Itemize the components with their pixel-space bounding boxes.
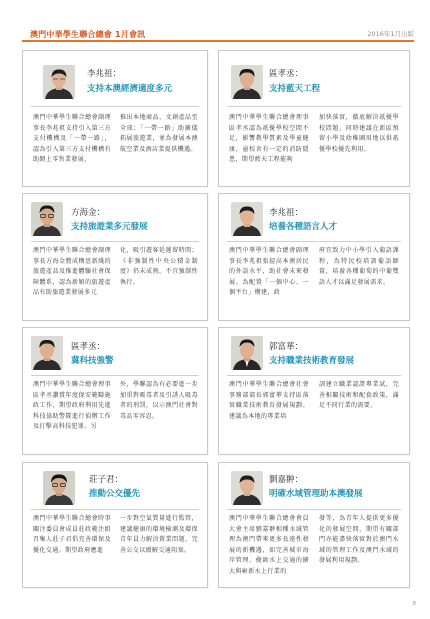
speaker-name: 李兆祖： (87, 69, 122, 79)
statement-text-left: 澳門中華學生聯合總會社會事務部部長郭富華支持區落實職業技術教育發展規劃。建議為本地的專業培 (229, 381, 309, 420)
portrait-photo (31, 336, 63, 370)
header-rule (22, 40, 414, 42)
statement-text-right: 推出本地商品、文創產品至全球；「一帶一路」助擴儀拓展旅遊業，並為發展本澳航空業及酒店業提供機遇。 (120, 114, 198, 153)
portrait-photo (31, 202, 63, 236)
statement-headline: 培養各種語言人才 (269, 222, 338, 232)
statement-text-left: 澳門中華學生聯合總會時事關注委員會成員莊政範注組召集人莊子君倡充善環保及優化交通。期望政府應進 (33, 515, 111, 554)
divider (31, 106, 199, 107)
portrait-photo (231, 202, 263, 236)
statement-card (218, 193, 410, 321)
statement-text-left: 澳門中華學生聯合總會會員大會主席劉嘉翀相種水域管理為澳門帶來更多長遠性發展的新機遇，如完善城市海岸管理、優級水上交通的擴大與嶄新水上行業的 (229, 515, 309, 575)
statement-text-right: 化，吸引遊客延遲留時間；《非強制性中央公積金制度》仍未成熟，不宜強制性執行。 (120, 247, 198, 286)
page-margin (0, 0, 14, 619)
speaker-name: 區孝丞： (269, 69, 304, 79)
statement-text-right: 府宜致力中小學引入葡語課程，為特民校培訓葡語師資，培養各種葡萄的中葡雙語人才以滿足發展需求。 (319, 247, 399, 286)
statement-headline: 支持職業技術教育發展 (269, 356, 355, 366)
statement-card (218, 50, 410, 187)
statement-headline: 支持本澳經濟適度多元 (87, 84, 173, 94)
statement-text-left: 澳門中華學生聯合總會副理事長李兆祖支持引入第三方支付機構及「一帶一路」，認為引入第三方支付機構有助網上零售業發展， (33, 114, 111, 164)
statement-card (22, 193, 208, 321)
speaker-name: 方海金： (71, 208, 106, 218)
portrait-photo (43, 471, 75, 505)
issue-date: 2016年1月出版 (367, 30, 414, 38)
statement-card (22, 327, 208, 455)
portrait-photo (43, 65, 75, 99)
speaker-name: 區孝丞： (71, 342, 106, 352)
statement-headline: 推動公交優先 (89, 489, 141, 499)
divider (227, 375, 401, 376)
page-number: 8 (412, 601, 416, 607)
speaker-name: 李兆祖： (269, 208, 304, 218)
statement-headline: 支持旅遊業多元發展 (71, 222, 148, 232)
statement-text-right: 訓建立職業認證專業試，完善相關技術和配套政策，滿足不同行業的需要。 (319, 381, 399, 410)
statement-card (22, 462, 208, 588)
top-margin (0, 0, 430, 14)
statement-card (218, 327, 410, 455)
statement-card (22, 50, 208, 187)
speaker-name: 劉嘉翀： (269, 475, 304, 485)
statement-text-right: 發等，為青年人提供更多優化的發展空間，期望有關部門亦能盡快落實對於澳門水域的管理工作及澳門水域的發展利用規劃。 (319, 515, 399, 565)
speaker-name: 莊子君： (89, 475, 124, 485)
statement-text-left: 澳門中華學生聯合總會副理事長李兆祖張提高本澳居民的外語水平，助社會未來發展。為配置「一個中心、一個平台」構建，政 (229, 247, 309, 297)
statement-card (218, 462, 410, 588)
statement-text-right: 外，學聯認為有必要進一步加重對吸毒者及引誘人吸毒者的刑罰，以示澳門社會對毒品零容忍。 (120, 381, 198, 420)
divider (227, 241, 401, 242)
statement-text-left: 澳門中華學生聯合總會副理事長方海金贊成構思新綫的旅遊產品及推進體驗社會保障體系，認為新穎的旅遊產品有助旅遊業發展多元 (33, 247, 111, 297)
divider (31, 375, 199, 376)
portrait-photo (231, 336, 263, 370)
statement-headline: 冀科技強警 (71, 356, 114, 366)
statement-text-right: 加快落實，徹底解決祇優學校問題，同時建議在新區預留小學及幼稚園用地以供祇優學校優先利用。 (319, 114, 399, 153)
newsletter-title: 澳門中華學生聯合總會 1月會訊 (30, 30, 146, 39)
divider (31, 241, 199, 242)
speaker-name: 郭富華： (269, 342, 304, 352)
statement-text-left: 澳門中華學生聯合總會理事區孝丞讚賞年度保安範疇施政工作，期望政府利用先進科技協助警隊進行偵辦工作及打擊高科技犯罪。另 (33, 381, 111, 431)
divider (31, 509, 199, 510)
divider (227, 509, 401, 510)
portrait-photo (231, 471, 263, 505)
statement-text-left: 澳門中華學生聯合總會理事區孝丞認為祇優學校空間不足，影響教學質素及學童健康，亟校舍有一定的消防隱患，期望藍天工程能夠 (229, 114, 309, 164)
statement-text-right: 一步對空氣質量進行監管，建議健康的環境檢測及環保青年員力解決置業問題，完善公交以緩解交通阻塞。 (120, 515, 198, 554)
statement-headline: 支持藍天工程 (269, 84, 321, 94)
divider (227, 106, 401, 107)
portrait-photo (231, 65, 263, 99)
statement-headline: 明確水域管理助本澳發展 (269, 489, 363, 499)
